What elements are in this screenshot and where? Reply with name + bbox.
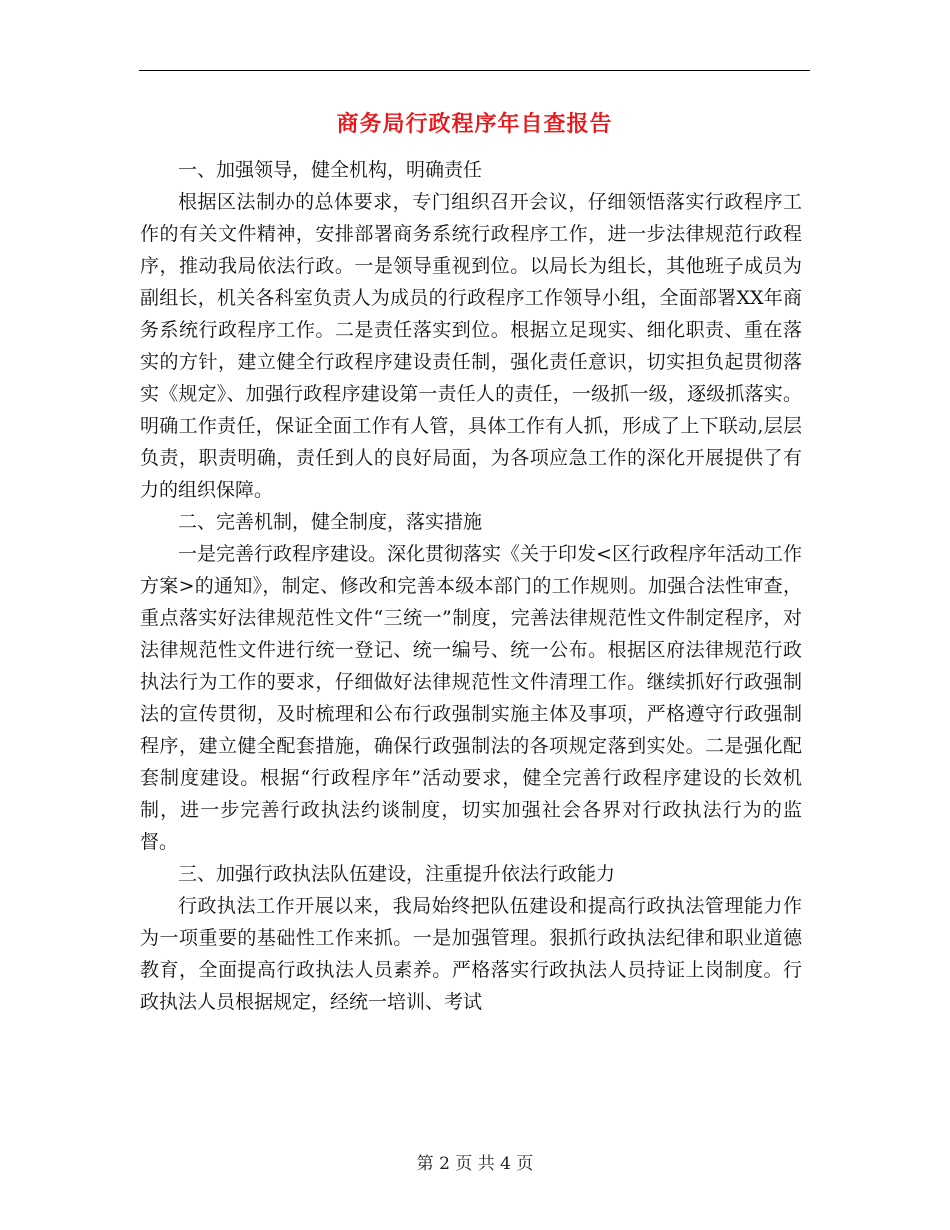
body-paragraph-1: 根据区法制办的总体要求，专门组织召开会议，仔细领悟落实行政程序工作的有关文件精神，安排部署商务系统行政程序工作，进一步法律规范行政程序，推动我局依法行政。一是领导重视到位。以局长为组长，其他班子成员为副组长，机关各科室负责人为成员的行政程序工作领导小组，全面部署XX年商务系统行政程序工作。二是责任落实到位。根据立足现实、细化职责、重在落实的方针，建立健全行政程序建设责任制，强化责任意识，切实担负起贯彻落实《规定》、加强行政程序建设第一责任人的责任，一级抓一级，逐级抓落实。明确工作责任，保证全面工作有人管，具体工作有人抓，形成了上下联动,层层负责，职责明确，责任到人的良好局面，为各项应急工作的深化开展提供了有力的组织保障。 [140,191,802,501]
page-number-footer: 第 2 页 共 4 页 [416,1154,534,1174]
section-heading-3: 三、加强行政执法队伍建设，注重提升依法行政能力 [178,863,616,885]
body-paragraph-2: 一是完善行政程序建设。深化贯彻落实《关于印发<区行政程序年活动工作方案>的通知》，制定、修改和完善本级本部门的工作规则。加强合法性审查，重点落实好法律规范性文件“三统一”制度，完善法律规范性文件制定程序，对法律规范性文件进行统一登记、统一编号、统一公布。根据区府法律规范行政执法行为工作的要求，仔细做好法律规范性文件清理工作。继续抓好行政强制法的宣传贯彻，及时梳理和公布行政强制实施主体及事项，严格遵守行政强制程序，建立健全配套措施，确保行政强制法的各项规定落到实处。二是强化配套制度建设。根据“行政程序年”活动要求，健全完善行政程序建设的长效机制，进一步完善行政执法约谈制度，切实加强社会各界对行政执法行为的监督。 [140,543,802,853]
section-heading-2: 二、完善机制，健全制度，落实措施 [178,511,483,533]
body-paragraph-3: 行政执法工作开展以来，我局始终把队伍建设和提高行政执法管理能力作为一项重要的基础性工作来抓。一是加强管理。狠抓行政执法纪律和职业道德教育，全面提高行政执法人员素养。严格落实行政执法人员持证上岗制度。行政执法人员根据规定，经统一培训、考试 [140,895,802,1013]
document-title: 商务局行政程序年自查报告 [336,111,613,137]
section-heading-1: 一、加强领导，健全机构，明确责任 [178,159,483,181]
header-rule [139,70,810,71]
document-body [140,154,802,1018]
